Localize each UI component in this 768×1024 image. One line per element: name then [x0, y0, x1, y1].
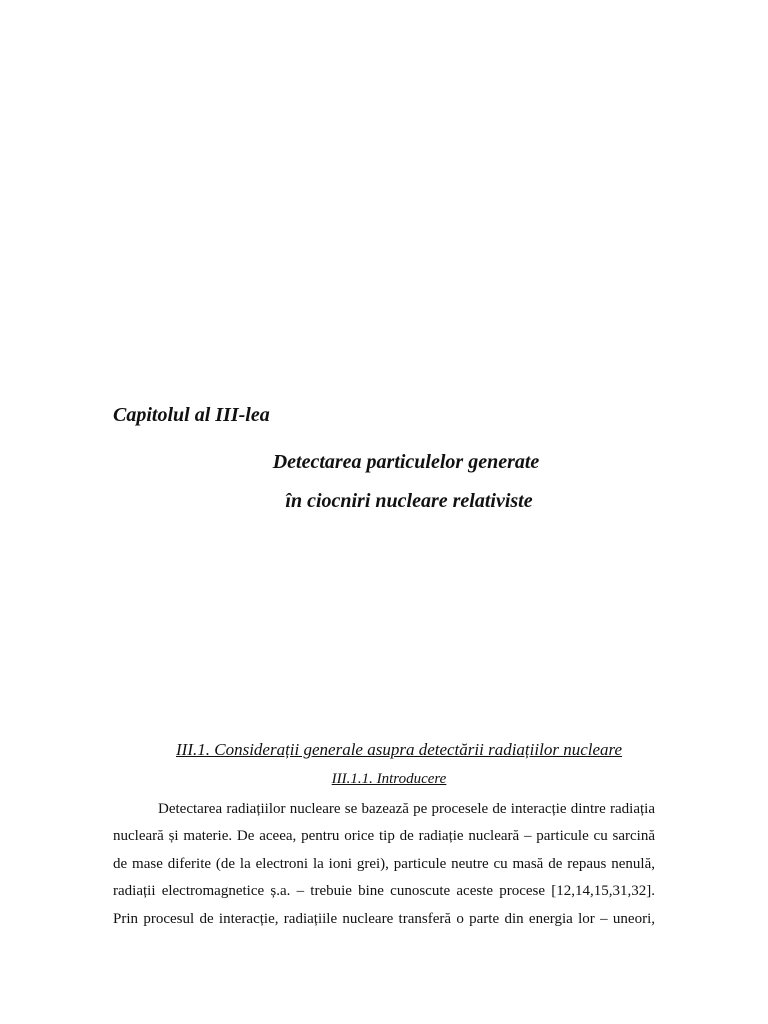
- paragraph-line-3: de mase diferite (de la electroni la ioni grei), particule neutre cu masă de repaus nenulă,: [113, 856, 655, 872]
- chapter-label: Capitolul al III-lea: [113, 404, 270, 426]
- paragraph-line-5: Prin procesul de interacție, radiațiile nucleare transferă o parte din energia lor – uneori,: [113, 911, 655, 927]
- chapter-title-line-2: în ciocniri nucleare relativiste: [285, 490, 533, 512]
- paragraph-line-2: nucleară și materie. De aceea, pentru orice tip de radiație nucleară – particule cu sarcină: [113, 828, 655, 844]
- section-heading: III.1. Considerații generale asupra detectării radiațiilor nucleare: [176, 740, 623, 759]
- chapter-title-line-1: Detectarea particulelor generate: [272, 451, 540, 473]
- subsection-heading: III.1.1. Introducere: [331, 771, 447, 787]
- paragraph-line-1: Detectarea radiațiilor nucleare se bazează pe procesele de interacție dintre radiația: [158, 801, 655, 817]
- paragraph-line-4: radiații electromagnetice ș.a. – trebuie bine cunoscute aceste procese [12,14,15,31,32].: [113, 883, 655, 899]
